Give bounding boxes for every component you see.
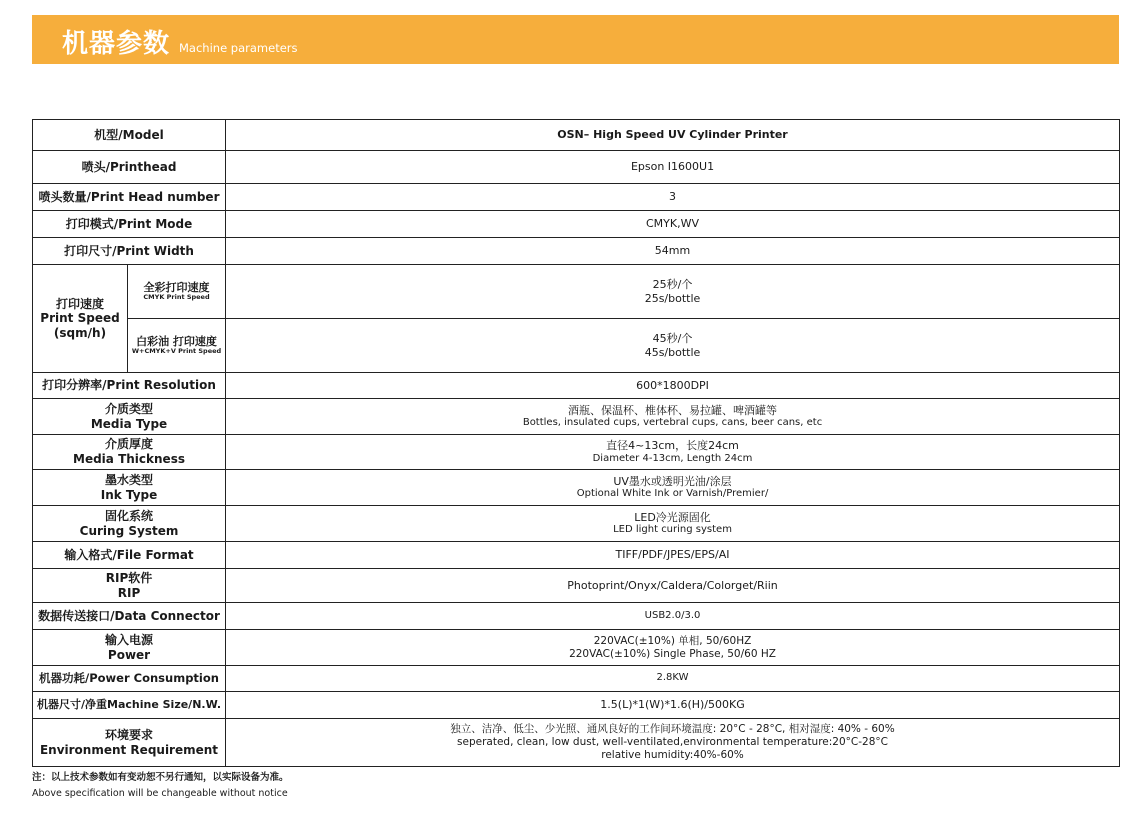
table-row bbox=[33, 211, 1120, 238]
footnotes bbox=[32, 770, 289, 802]
header-banner bbox=[32, 15, 1119, 64]
print-speed-label-unit: (sqm/h) bbox=[53, 325, 107, 340]
wcmykv-speed-label-cn: 白彩油 打印速度 bbox=[136, 334, 217, 348]
model-value: OSN– High Speed UV Cylinder Printer bbox=[226, 120, 1120, 151]
page-title: 机器参数 bbox=[62, 29, 171, 59]
footnote-cn: 注：以上技术参数如有变动恕不另行通知，以实际设备为准。 bbox=[32, 772, 289, 783]
media-thickness-label-en: Media Thickness bbox=[73, 452, 185, 466]
table-row bbox=[33, 184, 1120, 211]
print-mode-label: 打印模式/Print Mode bbox=[33, 211, 226, 238]
wcmykv-speed-value bbox=[226, 319, 1120, 373]
curing-value bbox=[226, 506, 1120, 542]
table-row bbox=[33, 265, 1120, 319]
media-type-label-cn: 介质类型 bbox=[105, 401, 154, 416]
table-row bbox=[33, 151, 1120, 184]
media-thickness-label bbox=[33, 435, 226, 470]
printhead-value: Epson I1600U1 bbox=[226, 151, 1120, 184]
table-row bbox=[33, 435, 1120, 470]
cmyk-speed-value-cn: 25秒/个 bbox=[652, 278, 693, 292]
table-row bbox=[33, 666, 1120, 692]
rip-value: Photoprint/Onyx/Caldera/Colorget/Riin bbox=[226, 569, 1120, 603]
wcmykv-speed-value-cn: 45秒/个 bbox=[652, 332, 693, 346]
table-row bbox=[33, 506, 1120, 542]
power-label-cn: 输入电源 bbox=[105, 632, 154, 647]
print-speed-label-cn: 打印速度 bbox=[55, 296, 104, 311]
curing-value-en: LED light curing system bbox=[613, 524, 732, 536]
environment-value-line2: seperated, clean, low dust, well-ventilated,environmental temperature:20°C-28°C bbox=[457, 736, 888, 749]
table-row bbox=[33, 238, 1120, 265]
power-value bbox=[226, 630, 1120, 666]
curing-label-en: Curing System bbox=[79, 523, 179, 538]
head-number-value: 3 bbox=[226, 184, 1120, 211]
ink-type-label bbox=[33, 470, 226, 506]
printhead-label: 喷头/Printhead bbox=[33, 151, 226, 184]
wcmykv-speed-label bbox=[128, 319, 226, 373]
media-type-label-en: Media Type bbox=[90, 416, 168, 431]
media-type-value-en: Bottles, insulated cups, vertebral cups, cans, beer cans, etc bbox=[522, 417, 823, 429]
environment-label bbox=[33, 719, 226, 767]
media-thickness-value-en: Diameter 4-13cm, Length 24cm bbox=[592, 452, 753, 464]
curing-value-cn: LED冷光源固化 bbox=[634, 510, 711, 524]
power-value-cn: 220VAC(±10%) 单相, 50/60HZ bbox=[593, 634, 752, 647]
curing-label bbox=[33, 506, 226, 542]
environment-value bbox=[226, 719, 1120, 767]
print-width-label: 打印尺寸/Print Width bbox=[33, 238, 226, 265]
ink-type-label-cn: 墨水类型 bbox=[105, 472, 154, 487]
power-consumption-value: 2.8KW bbox=[226, 666, 1120, 692]
machine-size-label: 机器尺寸/净重Machine Size/N.W. bbox=[33, 692, 226, 719]
ink-type-label-en: Ink Type bbox=[100, 487, 158, 502]
rip-label bbox=[33, 569, 226, 603]
power-label-en: Power bbox=[107, 647, 151, 662]
table-row bbox=[33, 692, 1120, 719]
power-label bbox=[33, 630, 226, 666]
cmyk-speed-value bbox=[226, 265, 1120, 319]
cmyk-speed-label-en: CMYK Print Speed bbox=[143, 293, 210, 302]
file-format-label: 输入格式/File Format bbox=[33, 542, 226, 569]
media-thickness-value bbox=[226, 435, 1120, 470]
cmyk-speed-label-cn: 全彩打印速度 bbox=[143, 280, 210, 294]
media-type-label bbox=[33, 399, 226, 435]
cmyk-speed-label bbox=[128, 265, 226, 319]
environment-value-line3: relative humidity:40%-60% bbox=[601, 748, 744, 761]
environment-label-cn: 环境要求 bbox=[105, 727, 154, 742]
page-subtitle: Machine parameters bbox=[179, 41, 298, 55]
resolution-label: 打印分辨率/Print Resolution bbox=[33, 373, 226, 399]
power-consumption-label: 机器功耗/Power Consumption bbox=[33, 666, 226, 692]
print-mode-value: CMYK,WV bbox=[226, 211, 1120, 238]
cmyk-speed-value-en: 25s/bottle bbox=[644, 291, 701, 305]
power-value-en: 220VAC(±10%) Single Phase, 50/60 HZ bbox=[569, 647, 776, 660]
environment-label-en: Environment Requirement bbox=[39, 742, 219, 757]
media-thickness-label-cn: 介质厚度 bbox=[105, 437, 154, 452]
print-speed-label bbox=[33, 265, 128, 373]
environment-value-line1: 独立、洁净、低尘、少光照、通风良好的工作间环境温度: 20°C - 28°C, 相对湿度: 40% - 60% bbox=[450, 723, 895, 736]
table-row bbox=[33, 569, 1120, 603]
ink-type-value-cn: UV墨水或透明光油/涂层 bbox=[613, 474, 732, 488]
data-connector-value: USB2.0/3.0 bbox=[226, 603, 1120, 630]
resolution-value: 600*1800DPI bbox=[226, 373, 1120, 399]
model-label: 机型/Model bbox=[33, 120, 226, 151]
table-row bbox=[33, 603, 1120, 630]
ink-type-value-en: Optional White Ink or Varnish/Premier/ bbox=[576, 488, 769, 500]
table-row bbox=[33, 319, 1120, 373]
table-row bbox=[33, 542, 1120, 569]
table-row bbox=[33, 630, 1120, 666]
rip-label-en: RIP bbox=[117, 585, 141, 600]
rip-label-cn: RIP软件 bbox=[105, 570, 153, 585]
ink-type-value bbox=[226, 470, 1120, 506]
media-thickness-value-cn: 直径4~13cm，长度24cm bbox=[606, 439, 739, 453]
spec-table bbox=[32, 119, 1120, 767]
print-width-value: 54mm bbox=[226, 238, 1120, 265]
table-row bbox=[33, 719, 1120, 767]
head-number-label: 喷头数量/Print Head number bbox=[33, 184, 226, 211]
data-connector-label: 数据传送接口/Data Connector bbox=[33, 603, 226, 630]
table-row bbox=[33, 120, 1120, 151]
table-row bbox=[33, 399, 1120, 435]
table-row bbox=[33, 373, 1120, 399]
table-row bbox=[33, 470, 1120, 506]
machine-size-value: 1.5(L)*1(W)*1.6(H)/500KG bbox=[226, 692, 1120, 719]
footnote-en: Above specification will be changeable without notice bbox=[32, 788, 288, 799]
wcmykv-speed-label-en: W+CMYK+V Print Speed bbox=[131, 347, 222, 356]
file-format-value: TIFF/PDF/JPES/EPS/AI bbox=[226, 542, 1120, 569]
media-type-value bbox=[226, 399, 1120, 435]
curing-label-cn: 固化系统 bbox=[105, 508, 154, 523]
print-speed-label-en: Print Speed bbox=[40, 311, 120, 326]
wcmykv-speed-value-en: 45s/bottle bbox=[644, 345, 701, 359]
media-type-value-cn: 酒瓶、保温杯、椎体杯、易拉罐、啤酒罐等 bbox=[568, 403, 778, 417]
